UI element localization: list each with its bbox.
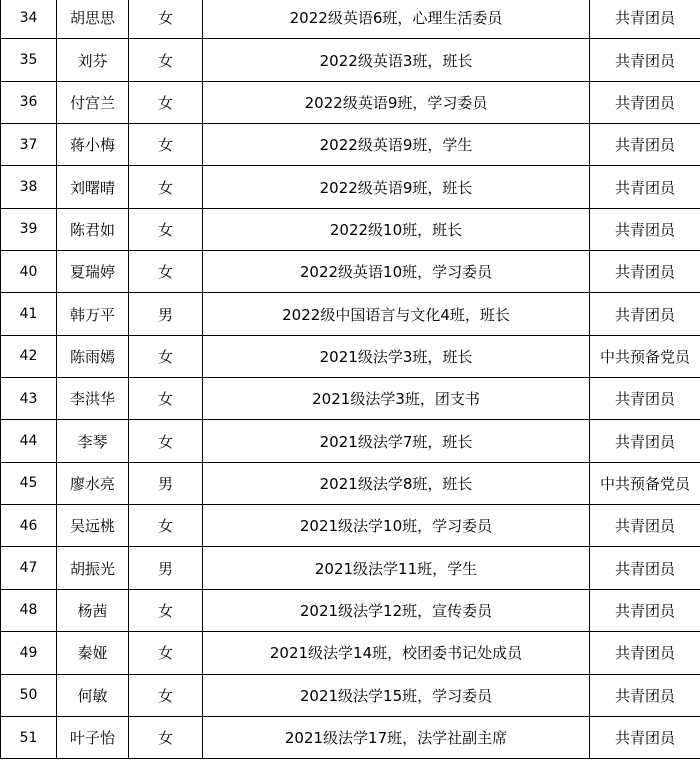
gender-cell: 女 <box>129 39 203 81</box>
political-status-cell: 中共预备党员 <box>590 335 700 377</box>
gender-cell: 女 <box>129 632 203 674</box>
table-row <box>1 81 700 123</box>
name-cell: 胡思思 <box>57 0 129 39</box>
political-status-cell: 共青团员 <box>590 716 700 758</box>
class-position-cell: 2021级法学10班，学习委员 <box>203 505 590 547</box>
gender-cell: 女 <box>129 335 203 377</box>
political-status-cell: 共青团员 <box>590 420 700 462</box>
gender-cell: 女 <box>129 589 203 631</box>
name-cell: 陈君如 <box>57 208 129 250</box>
name-cell: 廖水亮 <box>57 462 129 504</box>
gender-cell: 男 <box>129 462 203 504</box>
class-position-cell: 2022级英语9班，学生 <box>203 124 590 166</box>
political-status-cell: 共青团员 <box>590 0 700 39</box>
political-status-cell: 共青团员 <box>590 547 700 589</box>
table-row <box>1 0 700 39</box>
name-cell: 陈雨嫣 <box>57 335 129 377</box>
political-status-cell: 共青团员 <box>590 39 700 81</box>
row-number-cell: 41 <box>1 293 57 335</box>
table-row <box>1 462 700 504</box>
name-cell: 李琴 <box>57 420 129 462</box>
table-row <box>1 124 700 166</box>
table-row <box>1 208 700 250</box>
class-position-cell: 2022级10班，班长 <box>203 208 590 250</box>
political-status-cell: 共青团员 <box>590 81 700 123</box>
row-number-cell: 36 <box>1 81 57 123</box>
name-cell: 韩万平 <box>57 293 129 335</box>
class-position-cell: 2021级法学3班，班长 <box>203 335 590 377</box>
name-cell: 杨茜 <box>57 589 129 631</box>
roster-table-body <box>1 0 700 759</box>
table-row <box>1 293 700 335</box>
gender-cell: 男 <box>129 547 203 589</box>
class-position-cell: 2021级法学7班，班长 <box>203 420 590 462</box>
name-cell: 蒋小梅 <box>57 124 129 166</box>
row-number-cell: 38 <box>1 166 57 208</box>
class-position-cell: 2021级法学3班，团支书 <box>203 378 590 420</box>
table-row <box>1 166 700 208</box>
political-status-cell: 共青团员 <box>590 208 700 250</box>
table-row <box>1 39 700 81</box>
row-number-cell: 42 <box>1 335 57 377</box>
political-status-cell: 共青团员 <box>590 251 700 293</box>
class-position-cell: 2021级法学8班，班长 <box>203 462 590 504</box>
row-number-cell: 37 <box>1 124 57 166</box>
class-position-cell: 2021级法学12班，宣传委员 <box>203 589 590 631</box>
row-number-cell: 49 <box>1 632 57 674</box>
class-position-cell: 2022级英语3班，班长 <box>203 39 590 81</box>
table-row <box>1 589 700 631</box>
name-cell: 叶子怡 <box>57 716 129 758</box>
gender-cell: 女 <box>129 166 203 208</box>
table-row <box>1 505 700 547</box>
name-cell: 刘曙晴 <box>57 166 129 208</box>
row-number-cell: 40 <box>1 251 57 293</box>
row-number-cell: 43 <box>1 378 57 420</box>
class-position-cell: 2021级法学11班，学生 <box>203 547 590 589</box>
row-number-cell: 48 <box>1 589 57 631</box>
gender-cell: 男 <box>129 293 203 335</box>
gender-cell: 女 <box>129 674 203 716</box>
class-position-cell: 2022级英语9班，学习委员 <box>203 81 590 123</box>
row-number-cell: 47 <box>1 547 57 589</box>
row-number-cell: 39 <box>1 208 57 250</box>
class-position-cell: 2022级英语10班，学习委员 <box>203 251 590 293</box>
political-status-cell: 共青团员 <box>590 124 700 166</box>
row-number-cell: 46 <box>1 505 57 547</box>
gender-cell: 女 <box>129 505 203 547</box>
name-cell: 李洪华 <box>57 378 129 420</box>
name-cell: 胡振光 <box>57 547 129 589</box>
political-status-cell: 共青团员 <box>590 632 700 674</box>
name-cell: 何敏 <box>57 674 129 716</box>
row-number-cell: 44 <box>1 420 57 462</box>
political-status-cell: 共青团员 <box>590 293 700 335</box>
name-cell: 刘芬 <box>57 39 129 81</box>
political-status-cell: 共青团员 <box>590 589 700 631</box>
class-position-cell: 2022级中国语言与文化4班，班长 <box>203 293 590 335</box>
table-row <box>1 632 700 674</box>
row-number-cell: 34 <box>1 0 57 39</box>
row-number-cell: 50 <box>1 674 57 716</box>
row-number-cell: 45 <box>1 462 57 504</box>
table-row <box>1 378 700 420</box>
class-position-cell: 2021级法学15班，学习委员 <box>203 674 590 716</box>
name-cell: 夏瑞婷 <box>57 251 129 293</box>
table-row <box>1 335 700 377</box>
name-cell: 秦娅 <box>57 632 129 674</box>
gender-cell: 女 <box>129 208 203 250</box>
table-row <box>1 674 700 716</box>
table-row <box>1 420 700 462</box>
gender-cell: 女 <box>129 81 203 123</box>
gender-cell: 女 <box>129 378 203 420</box>
gender-cell: 女 <box>129 420 203 462</box>
gender-cell: 女 <box>129 0 203 39</box>
table-row <box>1 716 700 758</box>
name-cell: 付宫兰 <box>57 81 129 123</box>
class-position-cell: 2021级法学14班，校团委书记处成员 <box>203 632 590 674</box>
gender-cell: 女 <box>129 716 203 758</box>
class-position-cell: 2022级英语9班，班长 <box>203 166 590 208</box>
political-status-cell: 共青团员 <box>590 378 700 420</box>
political-status-cell: 中共预备党员 <box>590 462 700 504</box>
row-number-cell: 35 <box>1 39 57 81</box>
name-cell: 吴远桃 <box>57 505 129 547</box>
political-status-cell: 共青团员 <box>590 505 700 547</box>
table-row <box>1 547 700 589</box>
gender-cell: 女 <box>129 251 203 293</box>
gender-cell: 女 <box>129 124 203 166</box>
row-number-cell: 51 <box>1 716 57 758</box>
class-position-cell: 2022级英语6班，心理生活委员 <box>203 0 590 39</box>
class-position-cell: 2021级法学17班，法学社副主席 <box>203 716 590 758</box>
political-status-cell: 共青团员 <box>590 674 700 716</box>
political-status-cell: 共青团员 <box>590 166 700 208</box>
table-row <box>1 251 700 293</box>
